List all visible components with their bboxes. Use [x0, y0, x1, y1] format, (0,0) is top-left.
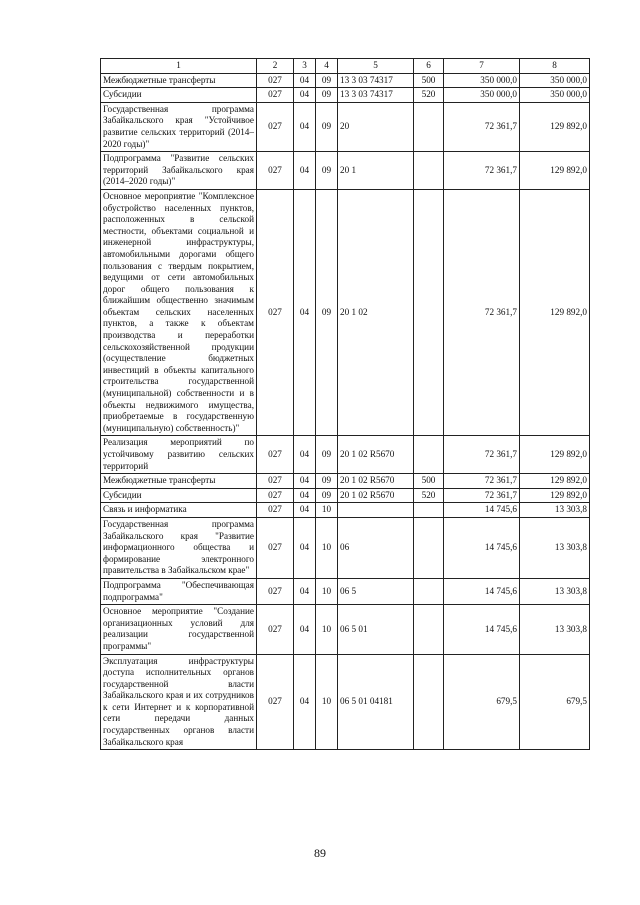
table-row [101, 578, 590, 604]
row-target-article-cell: 20 1 02 R5670 [338, 474, 414, 489]
table-row [101, 474, 590, 489]
row-amount-2-cell: 129 892,0 [520, 189, 590, 435]
row-expense-type-cell: 520 [414, 88, 444, 103]
table-row [101, 503, 590, 518]
header-cell: 1 [101, 59, 257, 74]
row-admin-code-cell: 027 [257, 189, 294, 435]
table-row [101, 189, 590, 435]
row-amount-1-cell: 14 745,6 [444, 578, 520, 604]
row-amount-2-cell: 13 303,8 [520, 503, 590, 518]
row-section-cell: 04 [294, 73, 316, 88]
row-subsection-cell: 10 [316, 605, 338, 654]
row-section-cell: 04 [294, 152, 316, 190]
row-amount-1-cell: 14 745,6 [444, 605, 520, 654]
row-expense-type-cell [414, 503, 444, 518]
row-admin-code-cell: 027 [257, 73, 294, 88]
row-admin-code-cell: 027 [257, 605, 294, 654]
row-target-article-cell: 06 5 01 [338, 605, 414, 654]
row-section-cell: 04 [294, 488, 316, 503]
row-target-article-cell: 06 5 01 04181 [338, 654, 414, 750]
row-name-cell: Межбюджетные трансферты [101, 474, 257, 489]
row-section-cell: 04 [294, 517, 316, 578]
row-name-cell: Субсидии [101, 88, 257, 103]
row-name-cell: Основное мероприятие "Создание организационных условий для реализации государственной программы" [101, 605, 257, 654]
row-subsection-cell: 09 [316, 189, 338, 435]
row-expense-type-cell [414, 517, 444, 578]
row-expense-type-cell [414, 578, 444, 604]
row-subsection-cell: 09 [316, 474, 338, 489]
row-amount-2-cell: 129 892,0 [520, 436, 590, 474]
header-cell: 8 [520, 59, 590, 74]
row-target-article-cell: 06 5 [338, 578, 414, 604]
row-expense-type-cell [414, 436, 444, 474]
table-header-row [101, 59, 590, 74]
row-target-article-cell: 20 1 02 R5670 [338, 488, 414, 503]
row-subsection-cell: 09 [316, 73, 338, 88]
row-name-cell: Связь и информатика [101, 503, 257, 518]
row-admin-code-cell: 027 [257, 654, 294, 750]
table-row [101, 152, 590, 190]
row-expense-type-cell: 500 [414, 73, 444, 88]
row-subsection-cell: 09 [316, 488, 338, 503]
table-row [101, 654, 590, 750]
table-row [101, 605, 590, 654]
row-subsection-cell: 10 [316, 517, 338, 578]
row-amount-1-cell: 350 000,0 [444, 73, 520, 88]
row-subsection-cell: 10 [316, 503, 338, 518]
row-admin-code-cell: 027 [257, 436, 294, 474]
row-subsection-cell: 09 [316, 88, 338, 103]
row-expense-type-cell: 500 [414, 474, 444, 489]
row-section-cell: 04 [294, 474, 316, 489]
row-section-cell: 04 [294, 578, 316, 604]
row-section-cell: 04 [294, 189, 316, 435]
row-admin-code-cell: 027 [257, 488, 294, 503]
header-cell: 3 [294, 59, 316, 74]
row-amount-1-cell: 350 000,0 [444, 88, 520, 103]
row-target-article-cell: 20 1 02 [338, 189, 414, 435]
row-expense-type-cell [414, 152, 444, 190]
row-target-article-cell: 13 3 03 74317 [338, 73, 414, 88]
row-section-cell: 04 [294, 503, 316, 518]
row-amount-1-cell: 72 361,7 [444, 488, 520, 503]
row-amount-2-cell: 13 303,8 [520, 605, 590, 654]
row-section-cell: 04 [294, 654, 316, 750]
row-target-article-cell: 13 3 03 74317 [338, 88, 414, 103]
row-name-cell: Государственная программа Забайкальского края "Развитие информационного общества и формирование электронного правительства в Забайкальском крае" [101, 517, 257, 578]
row-amount-2-cell: 350 000,0 [520, 73, 590, 88]
row-name-cell: Межбюджетные трансферты [101, 73, 257, 88]
row-admin-code-cell: 027 [257, 102, 294, 151]
row-target-article-cell: 20 1 [338, 152, 414, 190]
header-cell: 7 [444, 59, 520, 74]
row-target-article-cell [338, 503, 414, 518]
row-expense-type-cell [414, 605, 444, 654]
table-row [101, 517, 590, 578]
row-admin-code-cell: 027 [257, 152, 294, 190]
row-target-article-cell: 06 [338, 517, 414, 578]
row-amount-1-cell: 72 361,7 [444, 102, 520, 151]
table-row [101, 88, 590, 103]
table-row [101, 73, 590, 88]
row-admin-code-cell: 027 [257, 474, 294, 489]
row-amount-1-cell: 72 361,7 [444, 474, 520, 489]
row-subsection-cell: 10 [316, 578, 338, 604]
row-name-cell: Эксплуатация инфраструктуры доступа исполнительных органов государственной власти Забайкальского края и их сотрудников к сети Интернет и к корпоративной сети передачи данных государственных органов власти Забайкальского края [101, 654, 257, 750]
header-cell: 5 [338, 59, 414, 74]
row-section-cell: 04 [294, 102, 316, 151]
row-expense-type-cell [414, 102, 444, 151]
row-target-article-cell: 20 [338, 102, 414, 151]
row-amount-2-cell: 129 892,0 [520, 152, 590, 190]
row-amount-2-cell: 13 303,8 [520, 578, 590, 604]
row-admin-code-cell: 027 [257, 578, 294, 604]
row-amount-1-cell: 679,5 [444, 654, 520, 750]
page-number: 89 [314, 846, 326, 860]
row-expense-type-cell [414, 189, 444, 435]
row-subsection-cell: 09 [316, 152, 338, 190]
row-amount-2-cell: 679,5 [520, 654, 590, 750]
row-name-cell: Государственная программа Забайкальского края "Устойчивое развитие сельских территорий (2014–2020 годы)" [101, 102, 257, 151]
table-row [101, 436, 590, 474]
row-name-cell: Подпрограмма "Развитие сельских территорий Забайкальского края (2014–2020 годы)" [101, 152, 257, 190]
row-admin-code-cell: 027 [257, 88, 294, 103]
row-amount-2-cell: 350 000,0 [520, 88, 590, 103]
row-admin-code-cell: 027 [257, 517, 294, 578]
table-row [101, 488, 590, 503]
table-row [101, 102, 590, 151]
row-amount-2-cell: 13 303,8 [520, 517, 590, 578]
row-section-cell: 04 [294, 436, 316, 474]
row-expense-type-cell: 520 [414, 488, 444, 503]
header-cell: 6 [414, 59, 444, 74]
row-name-cell: Субсидии [101, 488, 257, 503]
row-admin-code-cell: 027 [257, 503, 294, 518]
row-section-cell: 04 [294, 88, 316, 103]
row-amount-1-cell: 14 745,6 [444, 503, 520, 518]
row-amount-2-cell: 129 892,0 [520, 102, 590, 151]
row-amount-2-cell: 129 892,0 [520, 488, 590, 503]
row-subsection-cell: 09 [316, 102, 338, 151]
row-subsection-cell: 10 [316, 654, 338, 750]
row-amount-1-cell: 72 361,7 [444, 152, 520, 190]
row-name-cell: Подпрограмма "Обеспечивающая подпрограмма" [101, 578, 257, 604]
row-expense-type-cell [414, 654, 444, 750]
row-amount-1-cell: 72 361,7 [444, 189, 520, 435]
row-target-article-cell: 20 1 02 R5670 [338, 436, 414, 474]
row-section-cell: 04 [294, 605, 316, 654]
row-name-cell: Основное мероприятие "Комплексное обустройство населенных пунктов, расположенных в сельской местности, объектами социальной и инженерной инфраструктуры, автомобильными дорогами общего пользования с твердым покрытием, ведущими от сети автомобильных дорог общего пользования к ближайшим общественно значимым объектам сельских населенных пунктов, а также к объектам производства и переработки сельскохозяйственной продукции (осуществление бюджетных инвестиций в объекты капитального строительства государственной (муниципальной) собственности и в объекты недвижимого имущества, приобретаемые в государственную (муниципальную) собственность)" [101, 189, 257, 435]
row-amount-2-cell: 129 892,0 [520, 474, 590, 489]
row-subsection-cell: 09 [316, 436, 338, 474]
row-name-cell: Реализация мероприятий по устойчивому развитию сельских территорий [101, 436, 257, 474]
row-amount-1-cell: 72 361,7 [444, 436, 520, 474]
budget-table [100, 58, 590, 750]
header-cell: 4 [316, 59, 338, 74]
row-amount-1-cell: 14 745,6 [444, 517, 520, 578]
header-cell: 2 [257, 59, 294, 74]
